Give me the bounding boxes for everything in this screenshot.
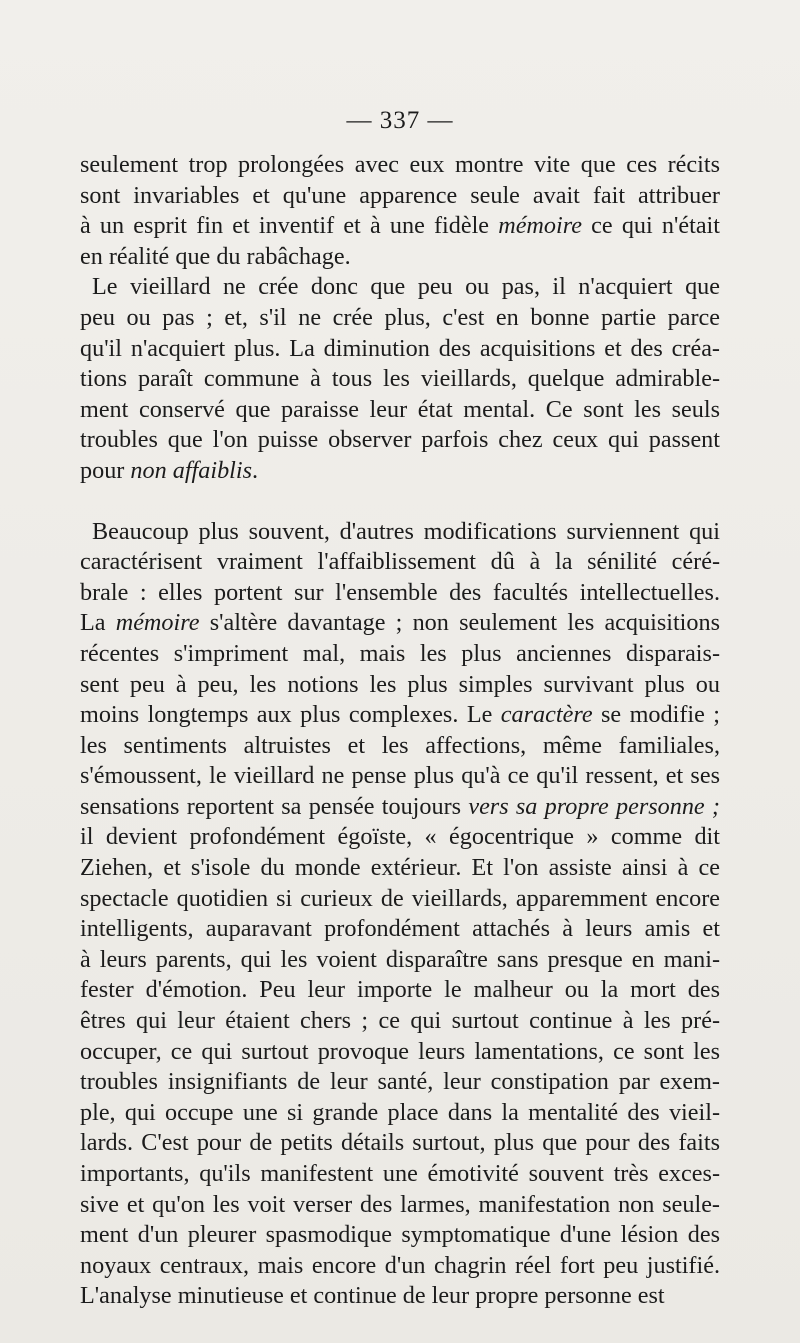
text-line: caractérisent vraiment l'affaiblissement dû à la sénilité céré- bbox=[80, 548, 720, 576]
text-line: sont invariables et qu'une apparence seule avait fait attribuer bbox=[80, 181, 720, 209]
text-line: ment d'un pleurer spasmodique symptomatique d'une lésion des bbox=[80, 1221, 720, 1249]
text-line: sent peu à peu, les notions les plus simples survivant plus ou bbox=[80, 670, 720, 698]
text-line: tions paraît commune à tous les vieillards, quelque admirable- bbox=[80, 365, 720, 393]
text-line: êtres qui leur étaient chers ; ce qui surtout continue à les pré- bbox=[80, 1007, 720, 1035]
text-line: il devient profondément égoïste, « égocentrique » comme dit bbox=[80, 823, 720, 851]
text-line: seulement trop prolongées avec eux montre vite que ces récits bbox=[80, 151, 720, 178]
text-line: qu'il n'acquiert plus. La diminution des acquisitions et des créa- bbox=[80, 334, 720, 362]
text-line: troubles insignifiants de leur santé, leur constipation par exem- bbox=[80, 1068, 720, 1096]
text-line: moins longtemps aux plus complexes. Le caractère se modifie ; bbox=[80, 701, 720, 729]
paragraph bbox=[80, 150, 720, 272]
text-line: Beaucoup plus souvent, d'autres modifications surviennent qui bbox=[92, 517, 720, 545]
text-line: Ziehen, et s'isole du monde extérieur. Et l'on assiste ainsi à ce bbox=[80, 854, 720, 882]
page-number: — 337 — bbox=[346, 107, 454, 134]
text-line: La mémoire s'altère davantage ; non seulement les acquisitions bbox=[80, 609, 720, 637]
text-line: occuper, ce qui surtout provoque leurs lamentations, ce sont les bbox=[80, 1037, 720, 1065]
text-line: fester d'émotion. Peu leur importe le malheur ou la mort des bbox=[80, 976, 720, 1004]
text-line: sensations reportent sa pensée toujours vers sa propre personne ; bbox=[80, 792, 720, 820]
text-line: Le vieillard ne crée donc que peu ou pas, il n'acquiert que bbox=[92, 273, 720, 301]
paragraph bbox=[80, 272, 720, 486]
paragraph-gap bbox=[80, 487, 720, 517]
text-line: ple, qui occupe une si grande place dans la mentalité des vieil- bbox=[80, 1098, 720, 1126]
paragraph bbox=[80, 517, 720, 1312]
text-line: les sentiments altruistes et les affections, même familiales, bbox=[80, 731, 720, 759]
text-line: peu ou pas ; et, s'il ne crée plus, c'est en bonne partie parce bbox=[80, 303, 720, 331]
text-line: en réalité que du rabâchage. bbox=[80, 242, 351, 270]
text-line: brale : elles portent sur l'ensemble des facultés intellectuelles. bbox=[80, 578, 720, 606]
text-line: à leurs parents, qui les voient disparaître sans presque en mani- bbox=[80, 945, 720, 973]
text-line: noyaux centraux, mais encore d'un chagrin réel fort peu justifié. bbox=[80, 1251, 720, 1279]
text-line: troubles que l'on puisse observer parfois chez ceux qui passent bbox=[80, 426, 720, 454]
text-line: intelligents, auparavant profondément attachés à leurs amis et bbox=[80, 915, 720, 943]
text-line: spectacle quotidien si curieux de vieillards, apparemment encore bbox=[80, 884, 720, 912]
text-line: ment conservé que paraisse leur état mental. Ce sont les seuls bbox=[80, 395, 720, 423]
text-line: sive et qu'on les voit verser des larmes, manifestation non seule- bbox=[80, 1190, 720, 1218]
text-line: récentes s'impriment mal, mais les plus anciennes disparais- bbox=[80, 639, 720, 667]
body-text bbox=[80, 150, 720, 1312]
text-line: lards. C'est pour de petits détails surtout, plus que pour des faits bbox=[80, 1129, 720, 1157]
text-line: L'analyse minutieuse et continue de leur propre personne est bbox=[80, 1282, 665, 1310]
text-line: importants, qu'ils manifestent une émotivité souvent très exces- bbox=[80, 1160, 720, 1187]
text-line: pour non affaiblis. bbox=[80, 456, 259, 484]
text-line: à un esprit fin et inventif et à une fidèle mémoire ce qui n'était bbox=[80, 212, 720, 240]
text-line: s'émoussent, le vieillard ne pense plus qu'à ce qu'il ressent, et ses bbox=[80, 762, 720, 790]
